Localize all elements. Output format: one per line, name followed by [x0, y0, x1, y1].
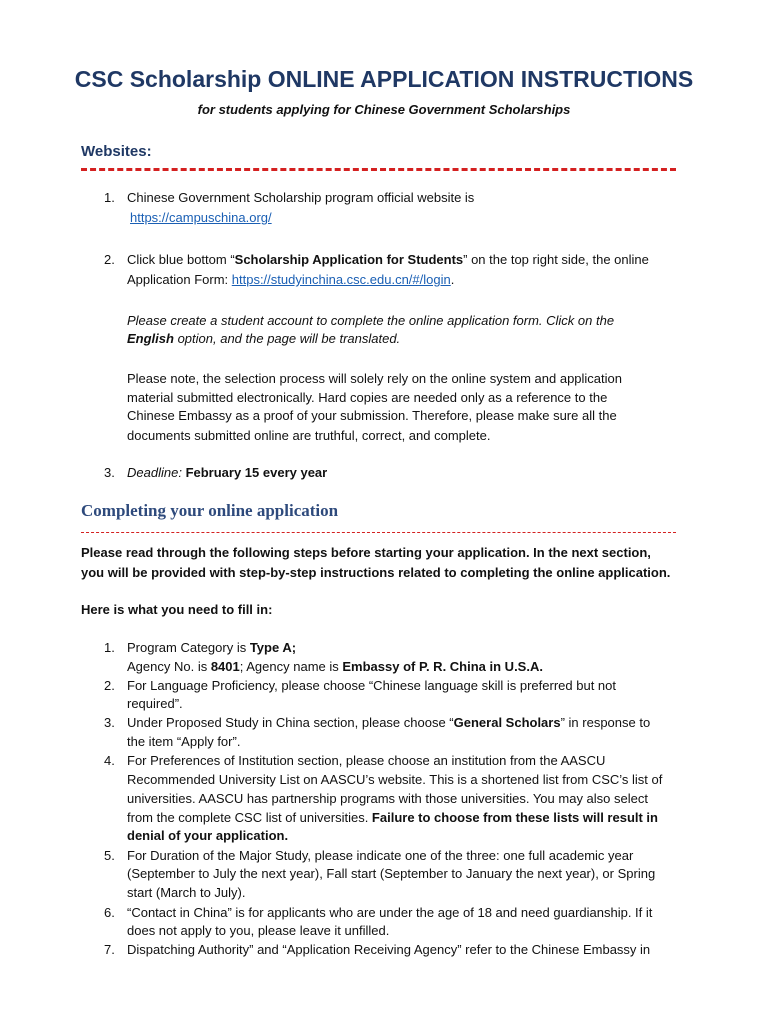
intro-line: Please read through the following steps before starting your application. In the next section, [81, 545, 651, 560]
step-line: required”. [127, 696, 183, 711]
application-form-line: Application Form: https://studyinchina.csc.edu.cn/#/login. [127, 272, 455, 287]
account-note-line: Please create a student account to complete the online application form. Click on the [127, 313, 615, 328]
selection-note-line: material submitted electronically. Hard copies are needed only as a reference to the [127, 390, 608, 405]
application-instruction-line: Click blue bottom “Scholarship Application for Students” on the top right side, the online [127, 252, 649, 267]
step-line: Under Proposed Study in China section, please choose “General Scholars” in response to [127, 715, 651, 730]
step-line: Recommended University List on AASCU’s website. This is a shortened list from CSC’s list of [127, 772, 663, 787]
list-number: 6. [104, 905, 115, 920]
list-number: 2. [104, 678, 115, 693]
selection-note-line: Please note, the selection process will solely rely on the online system and application [127, 371, 622, 386]
step-line: the item “Apply for”. [127, 734, 241, 749]
selection-note-line: Chinese Embassy as a proof of your submission. Therefore, please make sure all the [127, 408, 617, 423]
step-line: denial of your application. [127, 828, 289, 843]
list-number: 5. [104, 848, 115, 863]
list-number: 1. [104, 190, 115, 205]
red-dashed-divider [81, 168, 676, 171]
list-number: 4. [104, 753, 115, 768]
step-line: For Preferences of Institution section, please choose an institution from the AASCU [127, 753, 606, 768]
step-line: Agency No. is 8401; Agency name is Embassy of P. R. China in U.S.A. [127, 659, 543, 674]
campuschina-link[interactable]: https://campuschina.org/ [130, 210, 272, 225]
list-number: 1. [104, 640, 115, 655]
step-line: universities. AASCU has partnership programs with those universities. You may also select [127, 791, 648, 806]
selection-note-line: documents submitted online are truthful, correct, and complete. [127, 428, 491, 443]
step-line: Dispatching Authority” and “Application Receiving Agency” refer to the Chinese Embassy in [127, 942, 651, 957]
step-line: from the complete CSC list of universities. Failure to choose from these lists will result in [127, 810, 658, 825]
website-item-text: Chinese Government Scholarship program official website is [127, 190, 475, 205]
step-line: start (March to July). [127, 885, 246, 900]
page-subtitle: for students applying for Chinese Government Scholarships [197, 102, 571, 117]
step-line: For Duration of the Major Study, please indicate one of the three: one full academic year [127, 848, 634, 863]
page-title: CSC Scholarship ONLINE APPLICATION INSTRUCTIONS [74, 66, 694, 92]
list-number: 2. [104, 252, 115, 267]
studyinchina-link[interactable]: https://studyinchina.csc.edu.cn/#/login [231, 272, 451, 287]
account-note-line: English option, and the page will be translated. [127, 331, 401, 346]
intro-line: you will be provided with step-by-step instructions related to completing the online application. [81, 565, 671, 580]
red-dashed-divider [81, 532, 676, 533]
deadline-line: Deadline: February 15 every year [127, 465, 328, 480]
step-line: Program Category is Type A; [127, 640, 297, 655]
list-number: 7. [104, 942, 115, 957]
step-line: “Contact in China” is for applicants who are under the age of 18 and need guardianship. If it [127, 905, 653, 920]
step-line: For Language Proficiency, please choose “Chinese language skill is preferred but not [127, 678, 616, 693]
websites-heading: Websites: [81, 143, 152, 160]
step-line: (September to July the next year), Fall start (September to January the next year), or Spring [127, 866, 656, 881]
completing-heading: Completing your online application [81, 501, 339, 520]
list-number: 3. [104, 715, 115, 730]
fill-in-heading: Here is what you need to fill in: [81, 602, 273, 617]
step-line: does not apply to you, please leave it unfilled. [127, 923, 390, 938]
list-number: 3. [104, 465, 115, 480]
